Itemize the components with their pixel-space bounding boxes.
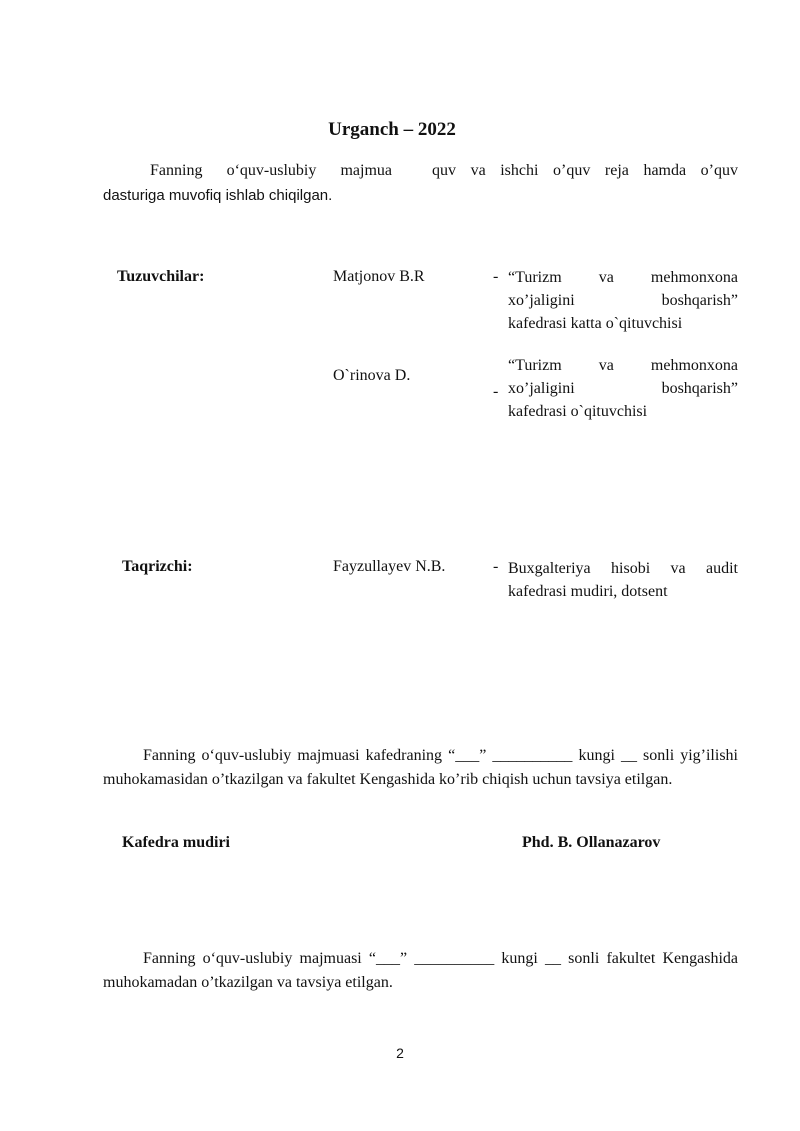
author-dash: - — [493, 268, 499, 285]
author-role-line: “Turizm va mehmonxona — [508, 357, 738, 374]
authors-label: Tuzuvchilar: — [117, 268, 205, 285]
reviewer-role-line: Buxgalteriya hisobi va audit — [508, 560, 738, 577]
faculty-approval-text: Fanning o‘quv-uslubiy majmuasi “___” __________ kungi __ sonli fakultet Kengashida muhokamadan o’tkazilgan va tavsiya etilgan. — [103, 950, 738, 991]
reviewer-role-line: kafedrasi mudiri, dotsent — [508, 583, 668, 600]
department-head-name: Phd. B. Ollanazarov — [522, 834, 661, 851]
document-title: Urganch – 2022 — [328, 119, 456, 140]
intro-text-line2: dasturiga muvofiq ishlab chiqilgan. — [103, 187, 333, 204]
reviewer-name: Fayzullayev N.B. — [333, 558, 446, 575]
author-name: Matjonov B.R — [333, 268, 425, 285]
author-role-line: xo’jaligini boshqarish” — [508, 292, 738, 309]
author-role — [508, 354, 738, 423]
author-role — [508, 266, 738, 335]
author-role-line: kafedrasi o`qituvchisi — [508, 403, 648, 420]
author-role-line: “Turizm va mehmonxona — [508, 269, 738, 286]
intro-text-line1-part1: Fanning o‘quv-uslubiy majmua — [150, 162, 392, 179]
intro-text-line1-part2: quv va ishchi o’quv reja hamda o’quv — [432, 162, 738, 179]
author-role-line: kafedrasi katta o`qituvchisi — [508, 315, 683, 332]
author-name: O`rinova D. — [333, 367, 411, 384]
reviewer-role — [508, 557, 738, 603]
reviewer-dash: - — [493, 558, 499, 575]
department-approval-text: Fanning o‘quv-uslubiy majmuasi kafedraning “___” __________ kungi __ sonli yig’ilishi muhokamasidan o’tkazilgan va fakultet Kengashida ko’rib chiqish uchun tavsiya etilgan. — [103, 747, 738, 788]
author-dash: - — [493, 383, 499, 400]
reviewer-label: Taqrizchi: — [122, 558, 193, 575]
department-head-label: Kafedra mudiri — [122, 834, 230, 851]
page-number: 2 — [396, 1045, 404, 1061]
author-role-line: xo’jaligini boshqarish” — [508, 380, 738, 397]
